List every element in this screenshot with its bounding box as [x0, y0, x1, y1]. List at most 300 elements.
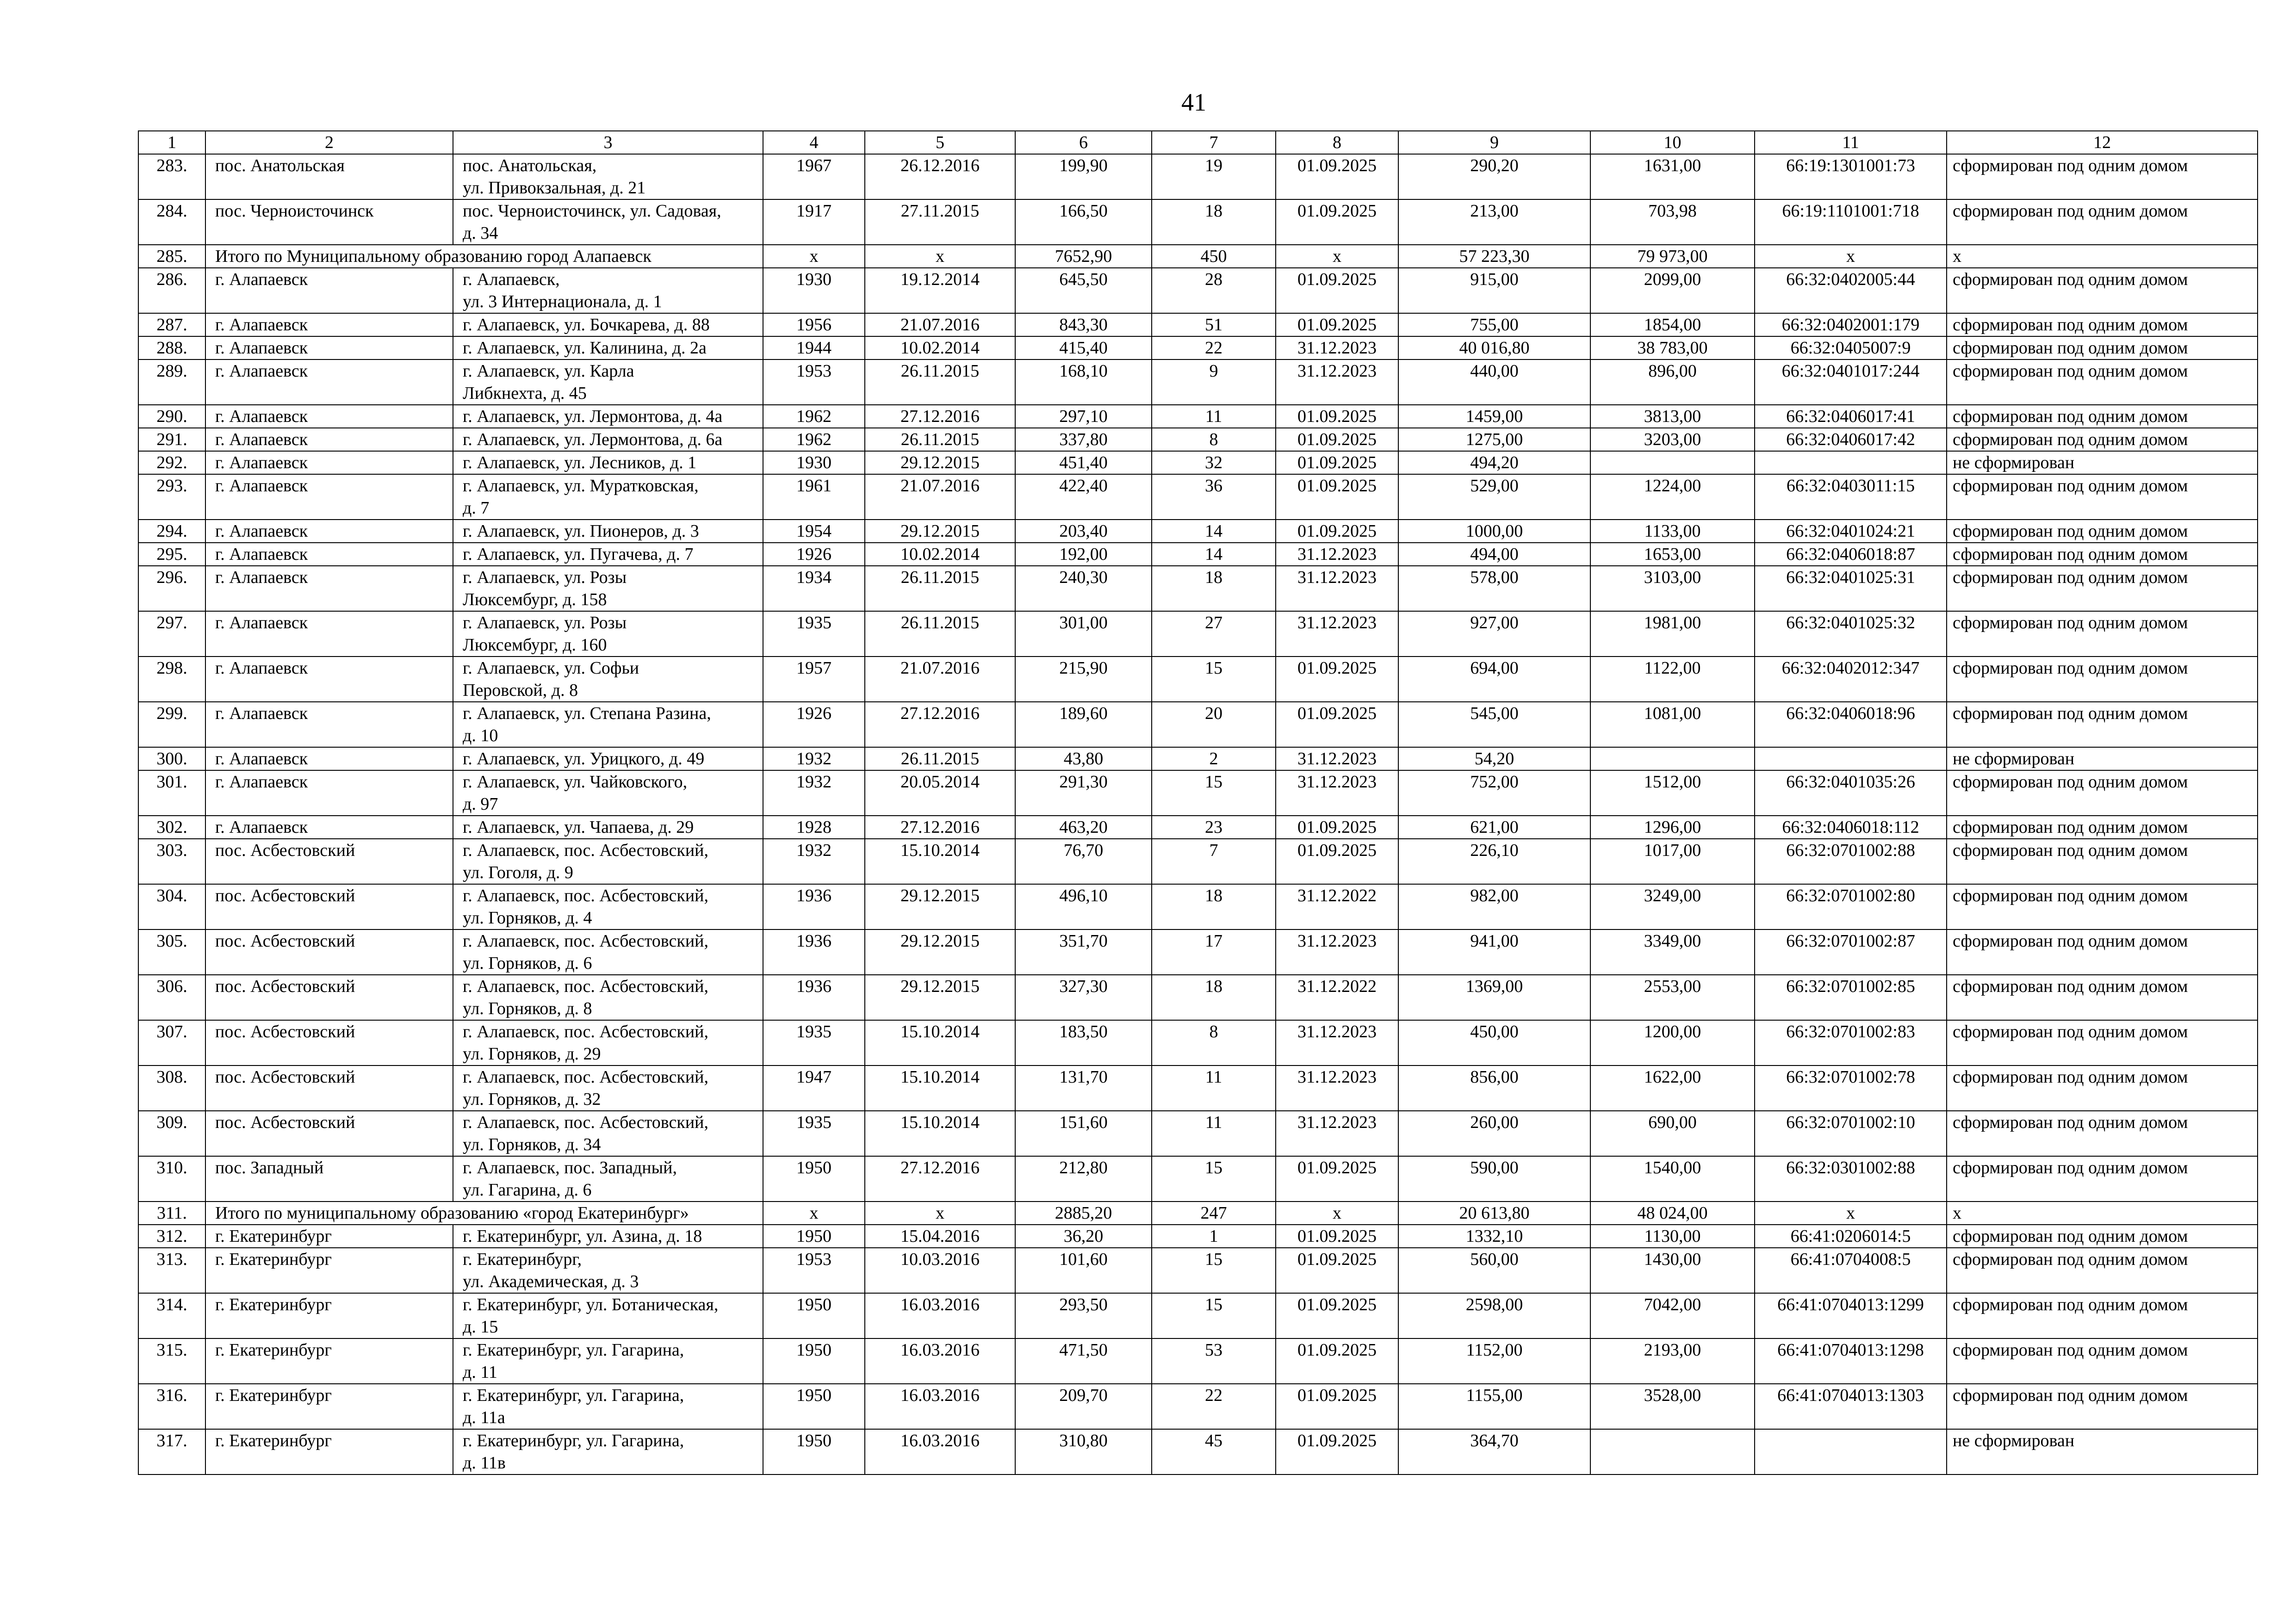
area-value: 451,40 [1015, 451, 1152, 474]
settlement-name: пос. Асбестовский [205, 839, 453, 884]
column-9-value: 529,00 [1398, 474, 1590, 520]
recognition-date: 29.12.2015 [865, 975, 1015, 1020]
column-9-value: 1459,00 [1398, 405, 1590, 428]
address-line: г. Алапаевск, ул. Лермонтова, д. 6а [463, 430, 723, 449]
recognition-date: 16.03.2016 [865, 1338, 1015, 1384]
cadastral-number: 66:32:0701002:78 [1755, 1065, 1947, 1111]
residents-count: 450 [1152, 245, 1276, 268]
recognition-date: 26.11.2015 [865, 611, 1015, 657]
resettlement-deadline: 31.12.2023 [1276, 543, 1398, 566]
build-year: 1930 [763, 451, 865, 474]
recognition-date: 21.07.2016 [865, 657, 1015, 702]
table-row [138, 816, 2258, 839]
address [453, 1338, 763, 1384]
area-value: 76,70 [1015, 839, 1152, 884]
column-10-value [1590, 747, 1755, 770]
settlement-name: г. Алапаевск [205, 268, 453, 313]
recognition-date: х [865, 1202, 1015, 1225]
land-plot-status: не сформирован [1947, 747, 2258, 770]
address [453, 520, 763, 543]
row-number: 306. [138, 975, 205, 1020]
build-year: 1950 [763, 1384, 865, 1429]
area-value: 422,40 [1015, 474, 1152, 520]
row-number: 313. [138, 1248, 205, 1293]
address-line: д. 11 [463, 1363, 497, 1382]
land-plot-status: сформирован под одним домом [1947, 611, 2258, 657]
row-number: 285. [138, 245, 205, 268]
column-10-value: 690,00 [1590, 1111, 1755, 1156]
column-9-value: 290,20 [1398, 154, 1590, 199]
address-line: г. Алапаевск, ул. Степана Разина, [463, 704, 711, 723]
land-plot-status: сформирован под одним домом [1947, 1111, 2258, 1156]
column-9-value: 1369,00 [1398, 975, 1590, 1020]
build-year: 1950 [763, 1225, 865, 1248]
column-10-value: 3528,00 [1590, 1384, 1755, 1429]
column-9-value: 20 613,80 [1398, 1202, 1590, 1225]
cadastral-number: 66:41:0704013:1298 [1755, 1338, 1947, 1384]
column-10-value: 1133,00 [1590, 520, 1755, 543]
resettlement-deadline: 01.09.2025 [1276, 405, 1398, 428]
column-10-value: 1122,00 [1590, 657, 1755, 702]
residents-count: 36 [1152, 474, 1276, 520]
area-value: 212,80 [1015, 1156, 1152, 1202]
cadastral-number: 66:32:0701002:83 [1755, 1020, 1947, 1065]
address-line: Либкнехта, д. 45 [463, 384, 587, 403]
build-year: 1950 [763, 1293, 865, 1338]
build-year: 1953 [763, 359, 865, 405]
column-header: 9 [1398, 131, 1590, 154]
land-plot-status: сформирован под одним домом [1947, 702, 2258, 747]
area-value: 203,40 [1015, 520, 1152, 543]
table-row [138, 929, 2258, 975]
column-header: 3 [453, 131, 763, 154]
table-row [138, 1429, 2258, 1474]
resettlement-deadline: 01.09.2025 [1276, 474, 1398, 520]
table-row [138, 884, 2258, 929]
cadastral-number: 66:32:0701002:10 [1755, 1111, 1947, 1156]
resettlement-deadline: х [1276, 245, 1398, 268]
area-value: 293,50 [1015, 1293, 1152, 1338]
resettlement-deadline: 31.12.2023 [1276, 770, 1398, 816]
column-9-value: 1000,00 [1398, 520, 1590, 543]
cadastral-number: 66:32:0406017:41 [1755, 405, 1947, 428]
area-value: 415,40 [1015, 336, 1152, 359]
residents-count: 27 [1152, 611, 1276, 657]
address [453, 747, 763, 770]
address [453, 929, 763, 975]
table-row [138, 1065, 2258, 1111]
resettlement-deadline: 01.09.2025 [1276, 313, 1398, 336]
table-row [138, 611, 2258, 657]
resettlement-deadline: 01.09.2025 [1276, 428, 1398, 451]
table-body [138, 131, 2258, 1474]
column-10-value: 3203,00 [1590, 428, 1755, 451]
column-9-value: 450,00 [1398, 1020, 1590, 1065]
land-plot-status: сформирован под одним домом [1947, 313, 2258, 336]
table-row [138, 1293, 2258, 1338]
table-row [138, 451, 2258, 474]
land-plot-status: сформирован под одним домом [1947, 816, 2258, 839]
recognition-date: 19.12.2014 [865, 268, 1015, 313]
address-line: ул. Академическая, д. 3 [463, 1272, 639, 1291]
address-line: г. Екатеринбург, ул. Ботаническая, [463, 1295, 719, 1314]
address [453, 359, 763, 405]
settlement-name: г. Алапаевск [205, 313, 453, 336]
column-10-value: 896,00 [1590, 359, 1755, 405]
build-year: 1950 [763, 1156, 865, 1202]
resettlement-deadline: 01.09.2025 [1276, 520, 1398, 543]
residents-count: 18 [1152, 975, 1276, 1020]
land-plot-status: сформирован под одним домом [1947, 474, 2258, 520]
resettlement-deadline: 01.09.2025 [1276, 1225, 1398, 1248]
land-plot-status: сформирован под одним домом [1947, 543, 2258, 566]
build-year: 1932 [763, 839, 865, 884]
table-row [138, 1225, 2258, 1248]
address [453, 451, 763, 474]
address-line: д. 97 [463, 794, 498, 814]
build-year: 1917 [763, 199, 865, 245]
table-row [138, 839, 2258, 884]
settlement-name: г. Екатеринбург [205, 1248, 453, 1293]
address-line: д. 34 [463, 223, 498, 243]
residents-count: 7 [1152, 839, 1276, 884]
column-9-value: 578,00 [1398, 566, 1590, 611]
land-plot-status: х [1947, 245, 2258, 268]
table-row [138, 1020, 2258, 1065]
row-number: 286. [138, 268, 205, 313]
residents-count: 8 [1152, 1020, 1276, 1065]
resettlement-deadline: 01.09.2025 [1276, 1384, 1398, 1429]
row-number: 283. [138, 154, 205, 199]
column-9-value: 560,00 [1398, 1248, 1590, 1293]
column-10-value: 1512,00 [1590, 770, 1755, 816]
row-number: 294. [138, 520, 205, 543]
address-line: г. Екатеринбург, ул. Азина, д. 18 [463, 1227, 702, 1246]
table-row [138, 1156, 2258, 1202]
address-line: г. Алапаевск, ул. Софьи [463, 658, 639, 678]
residents-count: 18 [1152, 566, 1276, 611]
land-plot-status: сформирован под одним домом [1947, 1065, 2258, 1111]
area-value: 310,80 [1015, 1429, 1152, 1474]
recognition-date: 27.12.2016 [865, 405, 1015, 428]
address-line: пос. Анатольская, [463, 156, 597, 175]
address [453, 839, 763, 884]
column-9-value: 2598,00 [1398, 1293, 1590, 1338]
residents-count: 8 [1152, 428, 1276, 451]
column-10-value: 1430,00 [1590, 1248, 1755, 1293]
settlement-name: пос. Анатольская [205, 154, 453, 199]
land-plot-status: сформирован под одним домом [1947, 154, 2258, 199]
land-plot-status: не сформирован [1947, 451, 2258, 474]
address-line: г. Алапаевск, пос. Асбестовский, [463, 886, 708, 905]
address-line: г. Алапаевск, пос. Асбестовский, [463, 1113, 708, 1132]
resettlement-deadline: 01.09.2025 [1276, 839, 1398, 884]
resettlement-deadline: 31.12.2023 [1276, 336, 1398, 359]
address-line: ул. Гоголя, д. 9 [463, 863, 573, 882]
build-year: 1934 [763, 566, 865, 611]
column-9-value: 1275,00 [1398, 428, 1590, 451]
address-line: г. Алапаевск, ул. Чайковского, [463, 772, 688, 792]
column-10-value: 1854,00 [1590, 313, 1755, 336]
recognition-date: 20.05.2014 [865, 770, 1015, 816]
total-label-text: Итого по муниципальному образованию «город Екатеринбург» [215, 1203, 689, 1223]
row-number: 300. [138, 747, 205, 770]
resettlement-deadline: 01.09.2025 [1276, 1429, 1398, 1474]
column-9-value: 213,00 [1398, 199, 1590, 245]
row-number: 307. [138, 1020, 205, 1065]
residents-count: 15 [1152, 1156, 1276, 1202]
row-number: 296. [138, 566, 205, 611]
address-line: г. Алапаевск, ул. Розы [463, 613, 627, 632]
column-9-value: 494,20 [1398, 451, 1590, 474]
column-9-value: 57 223,30 [1398, 245, 1590, 268]
table-row [138, 770, 2258, 816]
residents-count: 15 [1152, 770, 1276, 816]
table-row [138, 543, 2258, 566]
area-value: 101,60 [1015, 1248, 1152, 1293]
build-year: 1953 [763, 1248, 865, 1293]
land-plot-status: сформирован под одним домом [1947, 428, 2258, 451]
resettlement-deadline: 01.09.2025 [1276, 702, 1398, 747]
column-10-value: 1631,00 [1590, 154, 1755, 199]
table-row [138, 1384, 2258, 1429]
settlement-name: пос. Западный [205, 1156, 453, 1202]
resettlement-deadline: 01.09.2025 [1276, 1156, 1398, 1202]
address-line: д. 10 [463, 726, 498, 745]
address-line: г. Алапаевск, пос. Асбестовский, [463, 977, 708, 996]
column-10-value: 3249,00 [1590, 884, 1755, 929]
land-plot-status: сформирован под одним домом [1947, 657, 2258, 702]
residents-count: 11 [1152, 1111, 1276, 1156]
residents-count: 22 [1152, 1384, 1276, 1429]
settlement-name: г. Алапаевск [205, 816, 453, 839]
settlement-name: пос. Асбестовский [205, 1020, 453, 1065]
row-number: 291. [138, 428, 205, 451]
address [453, 405, 763, 428]
address-line: г. Алапаевск, ул. Лесников, д. 1 [463, 453, 697, 472]
row-number: 305. [138, 929, 205, 975]
cadastral-number [1755, 451, 1947, 474]
row-number: 298. [138, 657, 205, 702]
total-row [138, 245, 2258, 268]
recognition-date: 29.12.2015 [865, 929, 1015, 975]
settlement-name: г. Алапаевск [205, 520, 453, 543]
address [453, 1384, 763, 1429]
settlement-name: г. Алапаевск [205, 566, 453, 611]
build-year: 1932 [763, 747, 865, 770]
address-line: г. Алапаевск, пос. Асбестовский, [463, 1067, 708, 1087]
settlement-name: пос. Черноисточинск [205, 199, 453, 245]
land-plot-status: сформирован под одним домом [1947, 405, 2258, 428]
address [453, 1111, 763, 1156]
recognition-date: 10.03.2016 [865, 1248, 1015, 1293]
address-line: ул. Горняков, д. 29 [463, 1044, 601, 1064]
row-number: 292. [138, 451, 205, 474]
table-row [138, 520, 2258, 543]
land-plot-status: сформирован под одним домом [1947, 336, 2258, 359]
build-year: х [763, 1202, 865, 1225]
recognition-date: 10.02.2014 [865, 336, 1015, 359]
total-label-text: Итого по Муниципальному образованию город Алапаевск [215, 247, 652, 266]
recognition-date: 27.12.2016 [865, 702, 1015, 747]
area-value: 463,20 [1015, 816, 1152, 839]
residents-count: 1 [1152, 1225, 1276, 1248]
address-line: г. Алапаевск, пос. Асбестовский, [463, 1022, 708, 1041]
address-line: г. Алапаевск, [463, 270, 560, 289]
table-row [138, 405, 2258, 428]
address-line: д. 11а [463, 1408, 505, 1427]
address [453, 816, 763, 839]
cadastral-number: 66:32:0406018:96 [1755, 702, 1947, 747]
column-10-value: 7042,00 [1590, 1293, 1755, 1338]
address-line: ул. Горняков, д. 8 [463, 999, 592, 1018]
residents-count: 11 [1152, 405, 1276, 428]
address-line: г. Алапаевск, ул. Лермонтова, д. 4а [463, 407, 723, 426]
row-number: 293. [138, 474, 205, 520]
table-row [138, 359, 2258, 405]
column-9-value: 1152,00 [1398, 1338, 1590, 1384]
settlement-name: г. Екатеринбург [205, 1429, 453, 1474]
address-line: ул. 3 Интернационала, д. 1 [463, 292, 662, 311]
land-plot-status: сформирован под одним домом [1947, 1384, 2258, 1429]
build-year: 1956 [763, 313, 865, 336]
address-line: г. Екатеринбург, ул. Гагарина, [463, 1340, 684, 1360]
cadastral-number [1755, 1429, 1947, 1474]
build-year: 1950 [763, 1429, 865, 1474]
residents-count: 15 [1152, 657, 1276, 702]
recognition-date: 26.11.2015 [865, 566, 1015, 611]
address-line: г. Алапаевск, пос. Асбестовский, [463, 931, 708, 951]
recognition-date: 16.03.2016 [865, 1429, 1015, 1474]
cadastral-number: 66:32:0403011:15 [1755, 474, 1947, 520]
column-10-value: 1622,00 [1590, 1065, 1755, 1111]
column-10-value: 2553,00 [1590, 975, 1755, 1020]
settlement-name: г. Екатеринбург [205, 1338, 453, 1384]
build-year: 1926 [763, 702, 865, 747]
settlement-name: г. Алапаевск [205, 747, 453, 770]
land-plot-status: сформирован под одним домом [1947, 839, 2258, 884]
address [453, 975, 763, 1020]
row-number: 289. [138, 359, 205, 405]
cadastral-number: х [1755, 1202, 1947, 1225]
area-value: 183,50 [1015, 1020, 1152, 1065]
resettlement-deadline: 01.09.2025 [1276, 154, 1398, 199]
row-number: 304. [138, 884, 205, 929]
resettlement-deadline: 01.09.2025 [1276, 1293, 1398, 1338]
settlement-name: г. Екатеринбург [205, 1225, 453, 1248]
land-plot-status: сформирован под одним домом [1947, 566, 2258, 611]
cadastral-number: 66:32:0701002:88 [1755, 839, 1947, 884]
address [453, 313, 763, 336]
cadastral-number: 66:32:0406018:87 [1755, 543, 1947, 566]
address-line: ул. Горняков, д. 6 [463, 954, 592, 973]
address [453, 1293, 763, 1338]
column-9-value: 40 016,80 [1398, 336, 1590, 359]
build-year: 1930 [763, 268, 865, 313]
land-plot-status: сформирован под одним домом [1947, 1293, 2258, 1338]
address-line: г. Алапаевск, ул. Пугачева, д. 7 [463, 545, 694, 564]
column-10-value [1590, 451, 1755, 474]
build-year: 1962 [763, 428, 865, 451]
column-9-value: 1155,00 [1398, 1384, 1590, 1429]
build-year: 1957 [763, 657, 865, 702]
cadastral-number: 66:32:0406017:42 [1755, 428, 1947, 451]
recognition-date: 15.10.2014 [865, 839, 1015, 884]
settlement-name: г. Алапаевск [205, 451, 453, 474]
area-value: 471,50 [1015, 1338, 1152, 1384]
build-year: х [763, 245, 865, 268]
address [453, 611, 763, 657]
row-number: 308. [138, 1065, 205, 1111]
settlement-name: г. Алапаевск [205, 359, 453, 405]
row-number: 284. [138, 199, 205, 245]
address [453, 1065, 763, 1111]
address [453, 1248, 763, 1293]
column-header: 2 [205, 131, 453, 154]
land-plot-status: сформирован под одним домом [1947, 1225, 2258, 1248]
address-line: Люксембург, д. 160 [463, 635, 607, 655]
total-label [205, 1202, 763, 1225]
build-year: 1962 [763, 405, 865, 428]
column-10-value: 3349,00 [1590, 929, 1755, 975]
column-10-value: 2193,00 [1590, 1338, 1755, 1384]
table-row [138, 747, 2258, 770]
table-row [138, 428, 2258, 451]
total-label [205, 245, 763, 268]
cadastral-number: 66:32:0405007:9 [1755, 336, 1947, 359]
address-line: д. 7 [463, 498, 490, 518]
area-value: 199,90 [1015, 154, 1152, 199]
row-number: 302. [138, 816, 205, 839]
header-row [138, 131, 2258, 154]
build-year: 1928 [763, 816, 865, 839]
resettlement-deadline: 01.09.2025 [1276, 1248, 1398, 1293]
land-plot-status: сформирован под одним домом [1947, 359, 2258, 405]
row-number: 310. [138, 1156, 205, 1202]
column-10-value: 3103,00 [1590, 566, 1755, 611]
residents-count: 28 [1152, 268, 1276, 313]
resettlement-deadline: 01.09.2025 [1276, 199, 1398, 245]
column-9-value: 440,00 [1398, 359, 1590, 405]
row-number: 290. [138, 405, 205, 428]
row-number: 315. [138, 1338, 205, 1384]
land-plot-status: сформирован под одним домом [1947, 1248, 2258, 1293]
table-row [138, 313, 2258, 336]
recognition-date: 21.07.2016 [865, 474, 1015, 520]
column-10-value: 1653,00 [1590, 543, 1755, 566]
address-line: д. 11в [463, 1453, 506, 1473]
residents-count: 17 [1152, 929, 1276, 975]
residents-count: 53 [1152, 1338, 1276, 1384]
address-line: ул. Горняков, д. 34 [463, 1135, 601, 1154]
table-row [138, 336, 2258, 359]
address [453, 336, 763, 359]
address-line: пос. Черноисточинск, ул. Садовая, [463, 201, 721, 221]
column-10-value: 1981,00 [1590, 611, 1755, 657]
cadastral-number: 66:32:0406018:112 [1755, 816, 1947, 839]
address-line: г. Алапаевск, ул. Бочкарева, д. 88 [463, 315, 710, 335]
row-number: 299. [138, 702, 205, 747]
column-header: 7 [1152, 131, 1276, 154]
address [453, 1225, 763, 1248]
area-value: 297,10 [1015, 405, 1152, 428]
cadastral-number: 66:41:0704013:1299 [1755, 1293, 1947, 1338]
column-header: 12 [1947, 131, 2258, 154]
table-row [138, 566, 2258, 611]
settlement-name: г. Алапаевск [205, 611, 453, 657]
column-9-value: 1332,10 [1398, 1225, 1590, 1248]
resettlement-deadline: 31.12.2023 [1276, 1065, 1398, 1111]
